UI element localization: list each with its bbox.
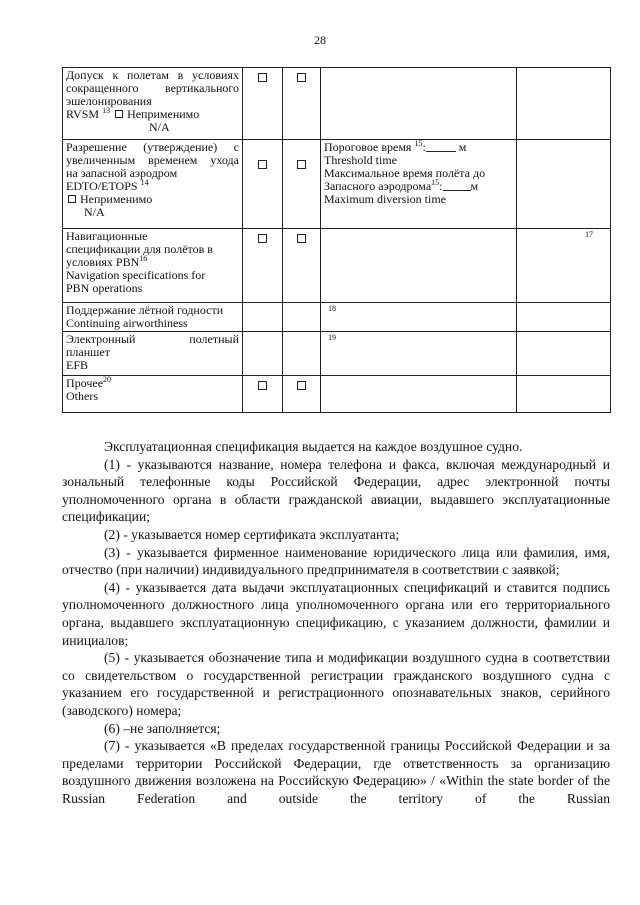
footnote-ref: 16 [139,254,148,263]
na-checkbox[interactable] [68,195,76,203]
label-line: Навигационные [66,229,148,243]
cell-no-pbn [283,229,321,303]
row-label-edto [63,140,243,229]
cell-spec-rvsm [321,68,517,140]
label-line-en: Continuing airworthiness [66,316,188,330]
label-line: Прочее$^{20}$ [66,375,112,390]
cell-spec-others [321,376,517,413]
table-row-edto [63,140,611,229]
na-checkbox[interactable] [115,110,123,118]
cell-yes-others [243,376,283,413]
yes-checkbox[interactable] [258,381,267,390]
cell-yes-caw [243,303,283,332]
label-line-en: PBN operations [66,281,143,295]
table-row-continuing-airworthiness [63,303,611,332]
max-diversion-en: Maximum diversion time [324,192,446,206]
table-row-others [63,376,611,413]
max-diversion-field[interactable]: Запасного аэродрома$^{15}$: м [324,178,479,193]
na-line: Неприменимо [66,193,239,206]
edto-line: EDTO/ETOPS $^{14}$ [66,178,149,193]
footnote-ref: 20 [103,375,112,384]
cell-yes-rvsm [243,68,283,140]
row-label-caw [63,303,243,332]
footnote-ref: 13 [102,106,111,115]
explanatory-notes [62,438,610,807]
label-line: эшелонирования [66,94,152,108]
label-line: условиях PBN$^{16}$ [66,254,148,269]
paragraph-note-5: (5) - указывается обозначение типа и модификации воздушного судна в соответствии со свидетельством о государственной регистрации гражданского воздушного судна с указанием его государственной и регистрационного опознавательных знаков, серийного (заводского) номера; [62,650,610,718]
operations-specification-table [62,67,611,413]
rvsm-line: RVSM $^{13}$ Неприменимо [66,106,200,121]
yes-checkbox[interactable] [258,160,267,169]
paragraph-note-3: (3) - указывается фирменное наименование юридического лица или фамилия, имя, отчество (при наличии) индивидуального предпринимателя в соответствии с заявкой; [62,544,610,578]
label-line: спецификации для полётов в [66,242,213,256]
na-label-en: N/A [149,120,170,134]
label-line: увеличенным временем ухода [66,153,239,167]
table-row-rvsm [63,68,611,140]
table-row-efb [63,332,611,376]
footnote-ref: 19 [328,333,336,342]
cell-no-efb [283,332,321,376]
page-number: 28 [314,33,326,47]
label-line-en: Navigation specifications for [66,268,206,282]
threshold-time-en: Threshold time [324,153,397,167]
label-line-en: EFB [66,358,89,372]
label-line: Поддержание лётной годности [66,303,224,317]
label-line: сокращенного вертикального [66,81,239,95]
no-checkbox[interactable] [297,234,306,243]
paragraph-note-6: (6) –не заполняется; [104,720,221,736]
cell-remark-caw [517,303,611,332]
footnote-ref: 14 [140,178,149,187]
cell-remark-rvsm [517,68,611,140]
no-checkbox[interactable] [297,73,306,82]
paragraph-note-7: (7) - указывается «В пределах государственной границы Российской Федерации и за пределами территории Российской Федерации, где ответственность за организацию воздушного движения возложена на Российскую Федерацию» / «Within the state border of the Russian Federation and outside the territory of the Russian [62,738,610,806]
threshold-time-field[interactable]: Пороговое время $^{15}$: м [324,139,467,154]
no-checkbox[interactable] [297,381,306,390]
footnote-ref: 18 [328,304,336,313]
cell-yes-pbn [243,229,283,303]
cell-spec-edto [321,140,517,229]
cell-no-others [283,376,321,413]
cell-remark-edto [517,140,611,229]
cell-yes-edto [243,140,283,229]
footnote-ref: 17 [585,230,593,239]
label-line-en: Others [66,389,98,403]
label-line: на запасной аэродром [66,166,178,180]
paragraph-note-1: (1) - указываются название, номера телефона и факса, включая международный и зональный телефонные коды Российской Федерации, адрес электронной почты уполномоченного органа в области гражданской авиации, выдавшего эксплуатационные спецификации; [62,456,610,525]
label-line: Электронный полетный [66,332,239,346]
paragraph-note-2: (2) - указывается номер сертификата эксплуатанта; [104,526,400,542]
cell-remark-others [517,376,611,413]
yes-checkbox[interactable] [258,234,267,243]
label-line: Разрешение (утверждение) с [66,140,239,154]
cell-spec-caw [321,303,517,332]
cell-yes-efb [243,332,283,376]
max-diversion-ru: Максимальное время полёта до [324,166,486,180]
cell-remark-pbn [517,229,611,303]
cell-spec-pbn [321,229,517,303]
yes-checkbox[interactable] [258,73,267,82]
na-label-en: N/A [84,205,105,219]
row-label-efb [63,332,243,376]
label-line: планшет [66,345,110,359]
label-line: Допуск к полетам в условиях [66,68,239,82]
row-label-others [63,376,243,413]
row-label-rvsm [63,68,243,140]
row-label-pbn [63,229,243,303]
cell-spec-efb [321,332,517,376]
cell-no-edto [283,140,321,229]
table-row-pbn [63,229,611,303]
cell-no-caw [283,303,321,332]
cell-remark-efb [517,332,611,376]
paragraph-intro: Эксплуатационная спецификация выдается на каждое воздушное судно. [104,439,523,454]
no-checkbox[interactable] [297,160,306,169]
paragraph-note-4: (4) - указывается дата выдачи эксплуатационных спецификаций и ставится подпись уполномоченного должностного лица уполномоченного органа или его территориального органа, выдавшего эксплуатационную спецификацию, с указанием должности, фамилии и инициалов; [62,579,610,648]
cell-no-rvsm [283,68,321,140]
